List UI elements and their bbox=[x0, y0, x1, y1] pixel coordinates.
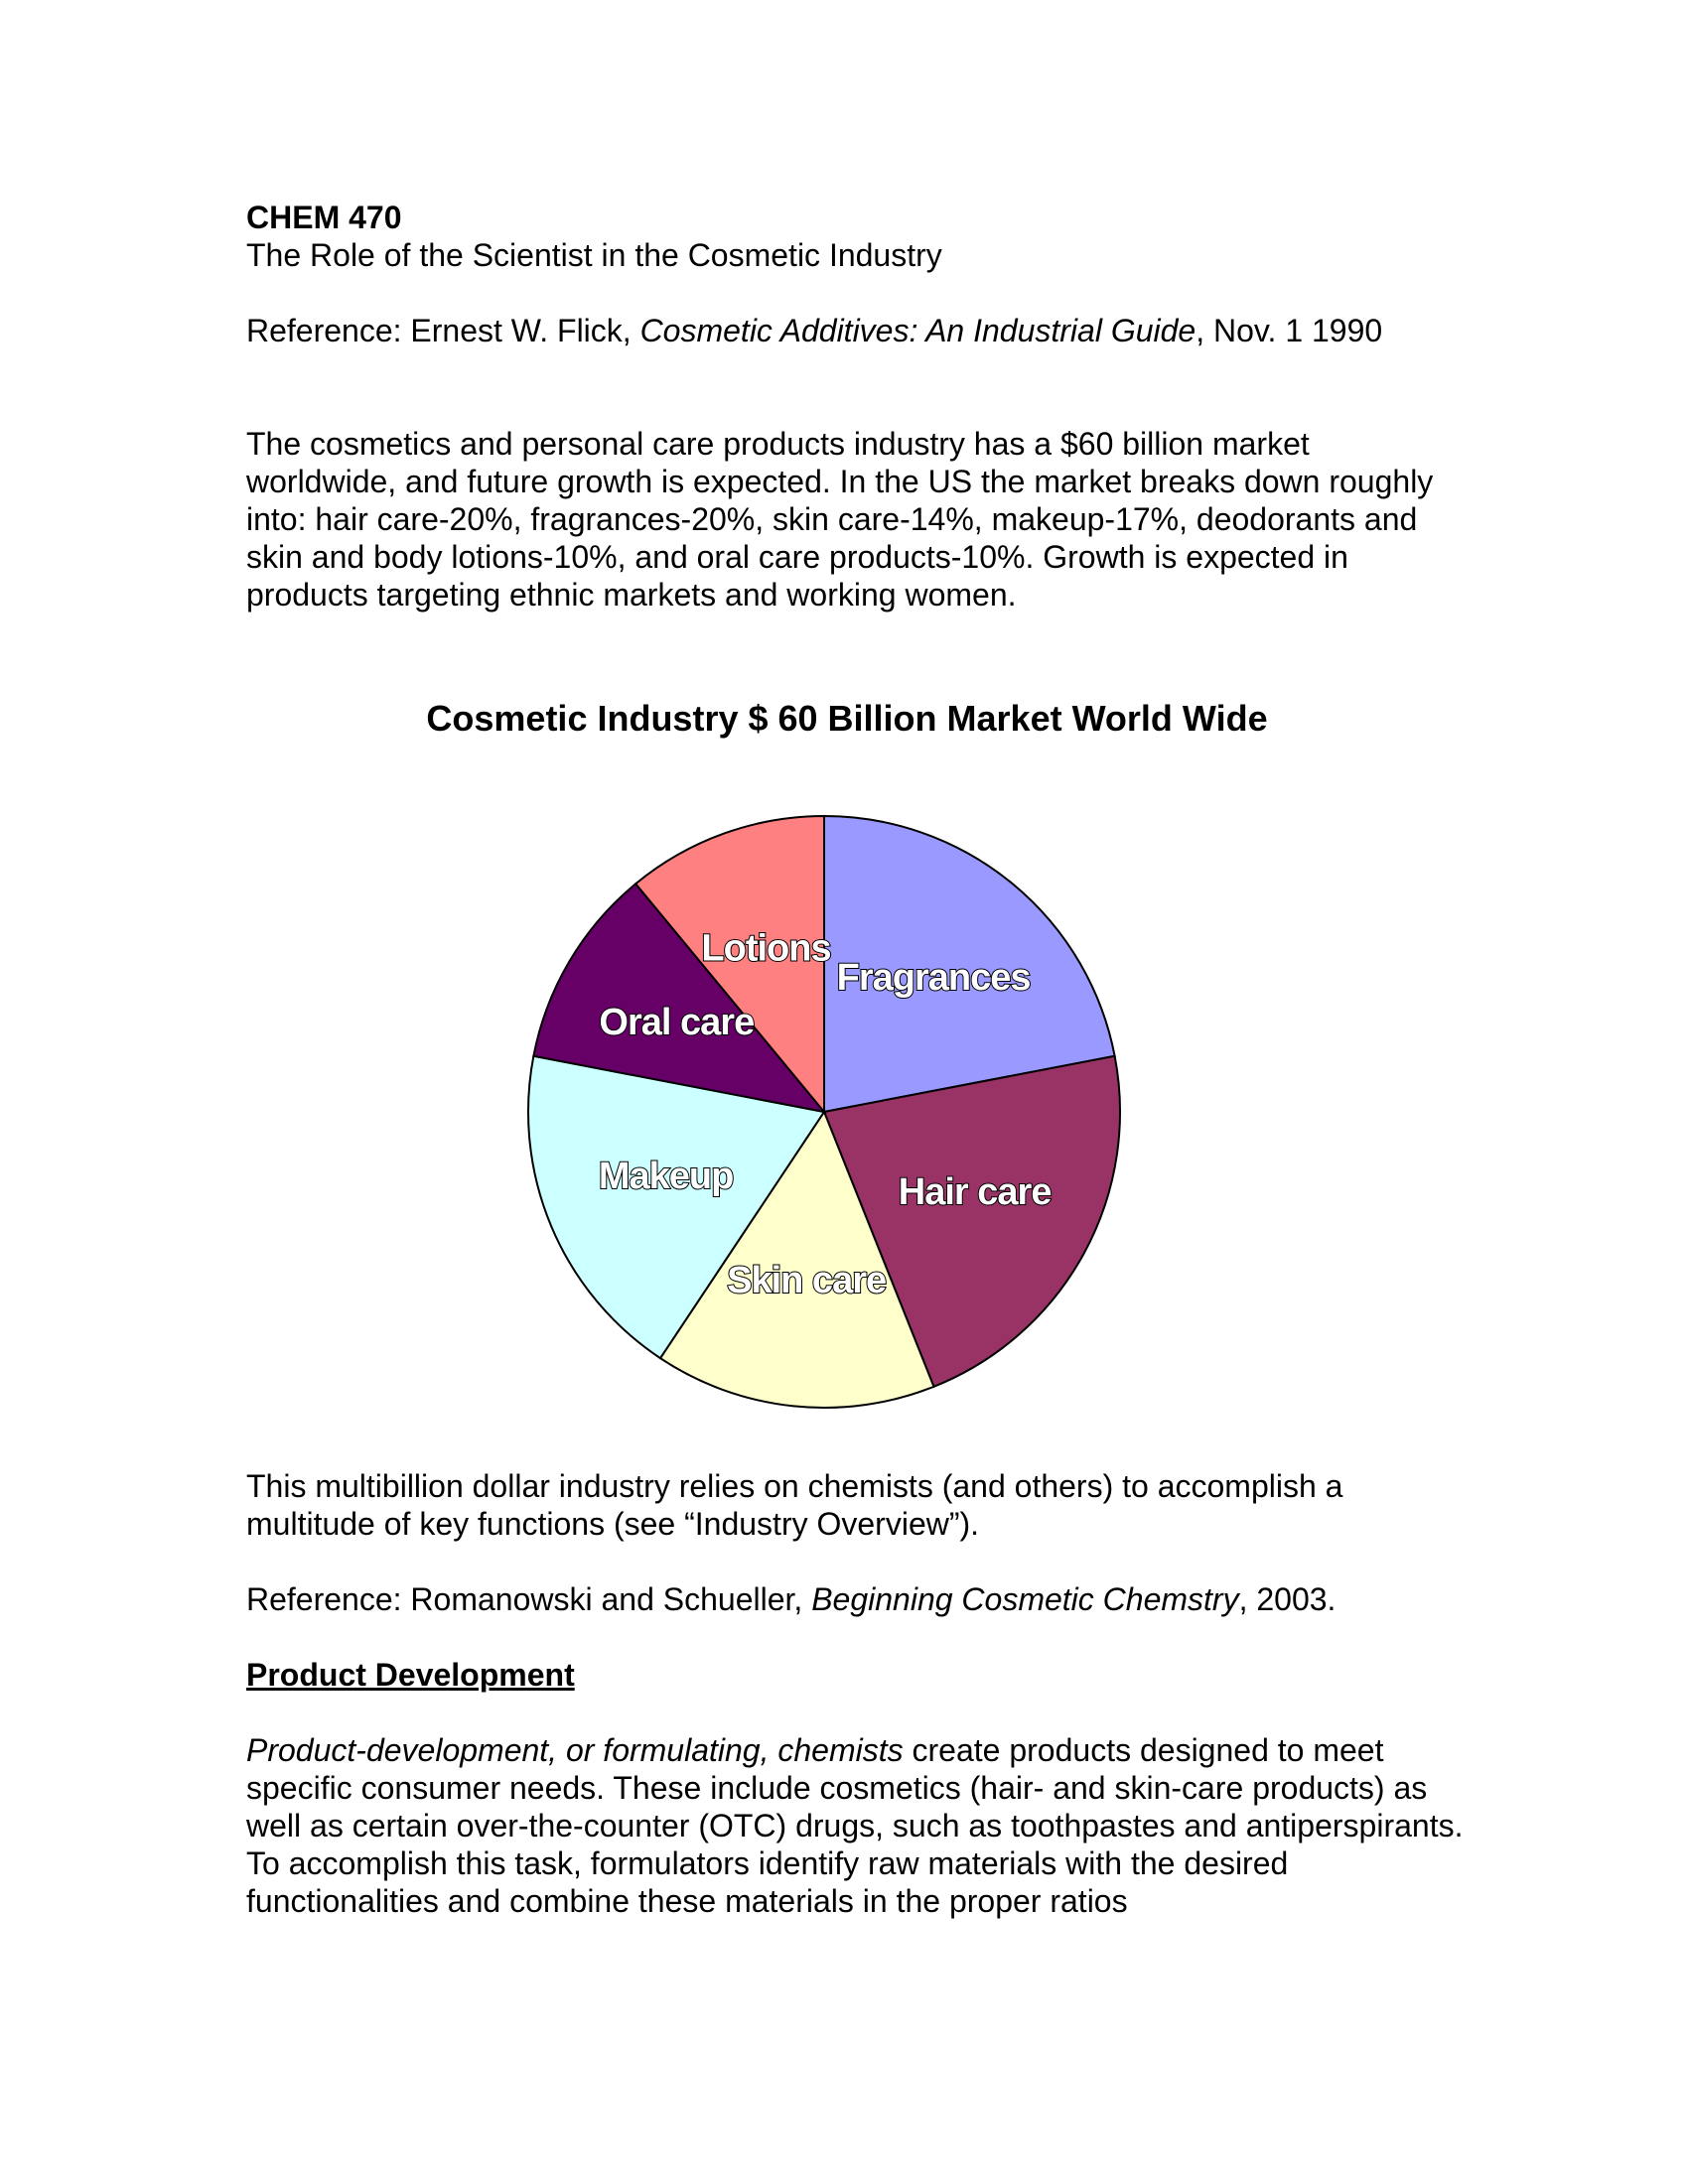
pie-chart bbox=[516, 804, 1132, 1420]
reference-2-prefix: Reference: Romanowski and Schueller, bbox=[246, 1581, 812, 1617]
chart-title: Cosmetic Industry $ 60 Billion Market World Wide bbox=[426, 698, 1268, 739]
reference-2 bbox=[246, 1580, 1468, 1618]
course-code: CHEM 470 bbox=[246, 200, 402, 235]
pie-label-oral-care: Oral care bbox=[599, 1001, 755, 1043]
paragraph-product-development-lead: Product-development, or formulating, chemists bbox=[246, 1732, 904, 1768]
reference-2-title: Beginning Cosmetic Chemstry bbox=[811, 1581, 1239, 1617]
reference-1-title: Cosmetic Additives: An Industrial Guide bbox=[639, 313, 1196, 348]
paragraph-product-development-rest: create products designed to meet specific consumer needs. These include cosmetics (hair- and skin-care products) as well as certain over-the-counter (OTC) drugs, such as toothpastes and antiperspirants. To accomplish this task, formulators identify raw materials with the desired functionalities and combine these materials in the proper ratios bbox=[246, 1732, 1464, 1919]
reference-1 bbox=[246, 312, 1468, 349]
pie-label-skin-care: Skin care bbox=[727, 1259, 887, 1301]
course-title: The Role of the Scientist in the Cosmetic Industry bbox=[246, 237, 942, 273]
pie-label-makeup: Makeup bbox=[598, 1155, 734, 1197]
pie-label-lotions: Lotions bbox=[701, 927, 831, 970]
section-heading-product-development: Product Development bbox=[246, 1657, 575, 1693]
reference-1-suffix: , Nov. 1 1990 bbox=[1196, 313, 1383, 348]
pie-chart-svg bbox=[516, 804, 1132, 1420]
intro-paragraph: The cosmetics and personal care products industry has a $60 billion market worldwide, and future growth is expected. In the US the market breaks down roughly into: hair care-20%, fragrances-20%, skin care-14%, makeup-17%, deodorants and skin and body lotions-10%, and oral care products-10%. Growth is expected in products targeting ethnic markets and working women. bbox=[246, 426, 1434, 613]
paragraph-industry-overview: This multibillion dollar industry relies on chemists (and others) to accomplish a multitude of key functions (see “Industry Overview”). bbox=[246, 1468, 1343, 1542]
pie-label-fragrances: Fragrances bbox=[836, 956, 1031, 999]
pie-label-hair-care: Hair care bbox=[898, 1170, 1052, 1213]
reference-1-prefix: Reference: Ernest W. Flick, bbox=[246, 313, 640, 348]
paragraph-product-development bbox=[246, 1731, 1468, 1920]
reference-2-suffix: , 2003. bbox=[1238, 1581, 1336, 1617]
